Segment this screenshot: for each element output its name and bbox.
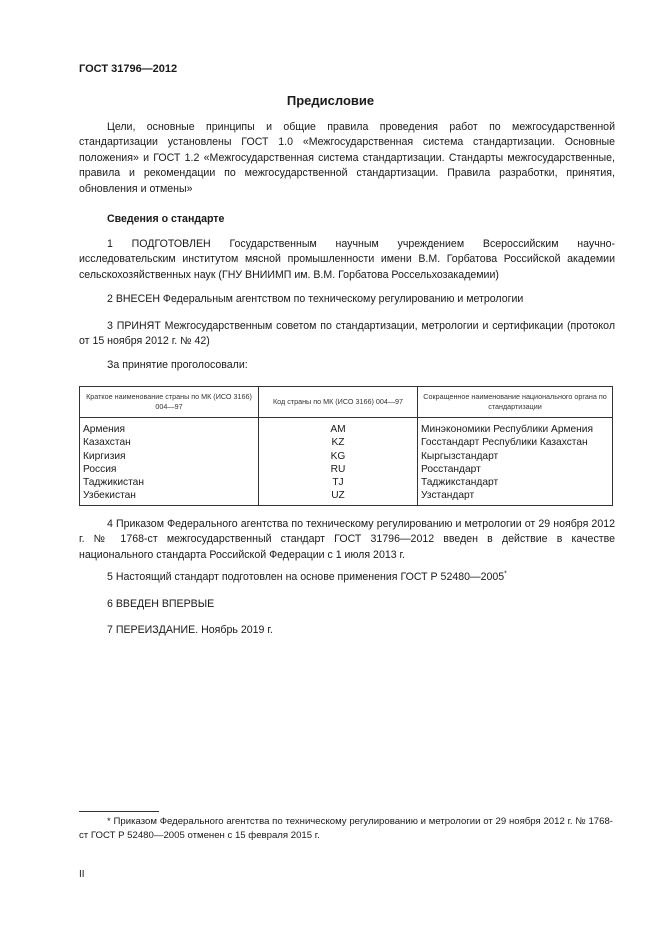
item-7-line: 7 ПЕРЕИЗДАНИЕ. Ноябрь 2019 г. xyxy=(107,624,273,636)
national-body-cell: Кыргызстандарт xyxy=(418,450,613,463)
table-row xyxy=(80,418,613,437)
national-body-cell: Таджикстандарт xyxy=(418,476,613,489)
table-row xyxy=(80,450,613,463)
country-name-cell: Таджикистан xyxy=(80,476,259,489)
header-national-body: Сокращенное наименование национального органа по стандартизации xyxy=(418,387,613,418)
footnote xyxy=(79,815,613,842)
country-code-cell: TJ xyxy=(259,476,418,489)
voted-label: За принятие проголосовали: xyxy=(107,359,248,371)
national-body-cell: Росстандарт xyxy=(418,463,613,476)
country-code-cell: KG xyxy=(259,450,418,463)
national-body-cell: Госстандарт Республики Казахстан xyxy=(418,436,613,449)
country-name-cell: Киргизия xyxy=(80,450,259,463)
footnote-text: Приказом Федерального агентства по техническому регулированию и метрологии от 29 ноября 2012 г. № 1768-ст ГОСТ Р 52480—2005 отменен с 15 февраля 2015 г. xyxy=(79,816,613,841)
table-row xyxy=(80,463,613,476)
item-2-line: 2 ВНЕСЕН Федеральным агентством по техническому регулированию и метрологии xyxy=(107,293,524,305)
country-name-cell: Казахстан xyxy=(80,436,259,449)
national-body-cell: Узстандарт xyxy=(418,489,613,505)
item-3-paragraph xyxy=(79,319,615,350)
item-1-paragraph xyxy=(79,237,615,283)
page-number: II xyxy=(79,869,85,880)
table-row xyxy=(80,436,613,449)
footnote-reference-mark: * xyxy=(504,570,507,578)
item-1-text: 1 ПОДГОТОВЛЕН Государственным научным учреждением Всероссийским научно-исследовательским институтом мясной промышленности имени В.М. Горбатова Российской академии сельскохозяйственных наук (ГНУ ВНИИМП им. В.М. Горбатова Россельхозакадемии) xyxy=(79,238,615,281)
country-code-cell: UZ xyxy=(259,489,418,505)
header-country-code: Код страны по МК (ИСО 3166) 004—97 xyxy=(259,387,418,418)
item-5-text: 5 Настоящий стандарт подготовлен на основе применения ГОСТ Р 52480—2005 xyxy=(107,571,505,583)
country-name-cell: Армения xyxy=(80,418,259,437)
intro-paragraph xyxy=(79,120,615,197)
country-name-cell: Узбекистан xyxy=(80,489,259,505)
country-name-cell: Россия xyxy=(80,463,259,476)
standard-info-heading: Сведения о стандарте xyxy=(107,213,225,225)
document-code: ГОСТ 31796—2012 xyxy=(79,63,178,75)
item-6-line: 6 ВВЕДЕН ВПЕРВЫЕ xyxy=(107,598,215,610)
footnote-mark: * xyxy=(107,816,111,827)
table-row xyxy=(80,476,613,489)
table-header-row xyxy=(80,387,613,418)
footnote-divider xyxy=(79,811,159,812)
intro-text: Цели, основные принципы и общие правила проведения работ по межгосударственной стандартизации установлены ГОСТ 1.0 «Межгосударственная система стандартизации. Основные положения» и ГОСТ 1.2 «Межгосударственная система стандартизации. Стандарты межгосударственные, правила и рекомендации по межгосударственной стандартизации. Правила разработки, принятия, обновления и отмены» xyxy=(79,121,615,195)
country-code-cell: KZ xyxy=(259,436,418,449)
header-country-name: Краткое наименование страны по МК (ИСО 3166) 004—97 xyxy=(80,387,259,418)
item-5-line xyxy=(107,571,507,583)
member-states-table xyxy=(79,386,613,506)
table-row xyxy=(80,489,613,505)
item-4-paragraph xyxy=(79,517,615,563)
page-title: Предисловие xyxy=(286,93,375,108)
country-code-cell: AM xyxy=(259,418,418,437)
item-4-text: 4 Приказом Федерального агентства по техническому регулированию и метрологии от 29 ноября 2012 г. № 1768-ст межгосударственный стандарт ГОСТ 31796—2012 введен в действие в качестве национального стандарта Российской Федерации с 1 июля 2013 г. xyxy=(79,518,615,561)
item-3-text: 3 ПРИНЯТ Межгосударственным советом по стандартизации, метрологии и сертификации (протокол от 15 ноября 2012 г. № 42) xyxy=(79,320,615,348)
national-body-cell: Минэкономики Республики Армения xyxy=(418,418,613,437)
country-code-cell: RU xyxy=(259,463,418,476)
